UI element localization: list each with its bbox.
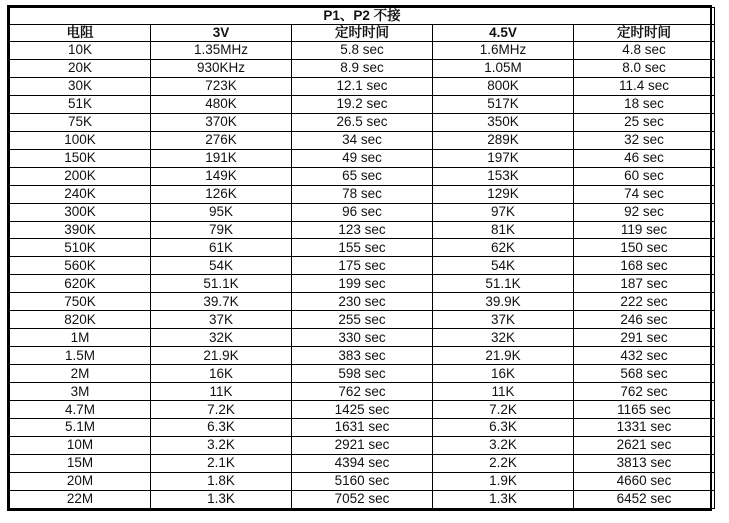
cell-timing-4-5v: 1165 sec	[574, 401, 715, 419]
cell-resistance: 3M	[10, 383, 151, 401]
cell-frequency-3v: 370K	[151, 113, 292, 131]
cell-frequency-4-5v: 7.2K	[433, 401, 574, 419]
cell-resistance: 5.1M	[10, 419, 151, 437]
cell-resistance: 620K	[10, 275, 151, 293]
table-row	[10, 419, 715, 437]
cell-frequency-4-5v: 62K	[433, 239, 574, 257]
cell-frequency-3v: 21.9K	[151, 347, 292, 365]
cell-timing-4-5v: 568 sec	[574, 365, 715, 383]
cell-frequency-4-5v: 6.3K	[433, 419, 574, 437]
cell-resistance: 1M	[10, 329, 151, 347]
cell-resistance: 4.7M	[10, 401, 151, 419]
header-timing-4-5v: 定时时间	[574, 25, 715, 42]
cell-timing-4-5v: 4660 sec	[574, 472, 715, 490]
cell-frequency-3v: 191K	[151, 149, 292, 167]
table-row	[10, 275, 715, 293]
cell-timing-3v: 199 sec	[292, 275, 433, 293]
cell-resistance: 51K	[10, 95, 151, 113]
cell-timing-3v: 49 sec	[292, 149, 433, 167]
cell-frequency-3v: 2.1K	[151, 454, 292, 472]
cell-timing-4-5v: 2621 sec	[574, 436, 715, 454]
table-row	[10, 257, 715, 275]
cell-timing-3v: 175 sec	[292, 257, 433, 275]
cell-frequency-4-5v: 37K	[433, 311, 574, 329]
cell-resistance: 750K	[10, 293, 151, 311]
cell-timing-4-5v: 187 sec	[574, 275, 715, 293]
cell-resistance: 10K	[10, 42, 151, 60]
cell-frequency-4-5v: 517K	[433, 95, 574, 113]
cell-frequency-4-5v: 800K	[433, 77, 574, 95]
table-row	[10, 131, 715, 149]
cell-timing-4-5v: 3813 sec	[574, 454, 715, 472]
table-row	[10, 436, 715, 454]
cell-frequency-4-5v: 97K	[433, 203, 574, 221]
table-row	[10, 167, 715, 185]
cell-resistance: 200K	[10, 167, 151, 185]
cell-frequency-3v: 1.8K	[151, 472, 292, 490]
cell-frequency-3v: 3.2K	[151, 436, 292, 454]
cell-frequency-4-5v: 32K	[433, 329, 574, 347]
table-row	[10, 221, 715, 239]
cell-timing-3v: 1425 sec	[292, 401, 433, 419]
cell-timing-4-5v: 74 sec	[574, 185, 715, 203]
table-row	[10, 239, 715, 257]
cell-resistance: 820K	[10, 311, 151, 329]
cell-timing-4-5v: 8.0 sec	[574, 59, 715, 77]
cell-frequency-3v: 1.35MHz	[151, 42, 292, 60]
cell-resistance: 560K	[10, 257, 151, 275]
table-row	[10, 365, 715, 383]
cell-timing-3v: 34 sec	[292, 131, 433, 149]
cell-resistance: 20M	[10, 472, 151, 490]
cell-timing-4-5v: 92 sec	[574, 203, 715, 221]
cell-timing-3v: 96 sec	[292, 203, 433, 221]
cell-resistance: 390K	[10, 221, 151, 239]
cell-frequency-3v: 723K	[151, 77, 292, 95]
cell-frequency-4-5v: 1.3K	[433, 490, 574, 508]
cell-frequency-4-5v: 16K	[433, 365, 574, 383]
cell-frequency-4-5v: 51.1K	[433, 275, 574, 293]
cell-timing-3v: 12.1 sec	[292, 77, 433, 95]
cell-timing-4-5v: 18 sec	[574, 95, 715, 113]
cell-resistance: 240K	[10, 185, 151, 203]
table-row	[10, 490, 715, 508]
table-row	[10, 42, 715, 60]
cell-frequency-4-5v: 1.9K	[433, 472, 574, 490]
table-header-row	[10, 25, 715, 42]
table-row	[10, 347, 715, 365]
cell-frequency-3v: 95K	[151, 203, 292, 221]
cell-frequency-3v: 79K	[151, 221, 292, 239]
cell-timing-3v: 255 sec	[292, 311, 433, 329]
cell-frequency-4-5v: 54K	[433, 257, 574, 275]
table-row	[10, 59, 715, 77]
cell-timing-3v: 19.2 sec	[292, 95, 433, 113]
timing-table-container	[7, 5, 712, 511]
cell-frequency-4-5v: 289K	[433, 131, 574, 149]
cell-frequency-4-5v: 2.2K	[433, 454, 574, 472]
cell-timing-3v: 123 sec	[292, 221, 433, 239]
cell-resistance: 1.5M	[10, 347, 151, 365]
table-row	[10, 149, 715, 167]
cell-timing-4-5v: 11.4 sec	[574, 77, 715, 95]
cell-timing-4-5v: 291 sec	[574, 329, 715, 347]
cell-timing-3v: 383 sec	[292, 347, 433, 365]
table-title: P1、P2 不接	[10, 8, 715, 25]
cell-timing-3v: 26.5 sec	[292, 113, 433, 131]
cell-timing-4-5v: 25 sec	[574, 113, 715, 131]
cell-frequency-3v: 11K	[151, 383, 292, 401]
cell-frequency-3v: 39.7K	[151, 293, 292, 311]
cell-frequency-4-5v: 39.9K	[433, 293, 574, 311]
cell-resistance: 30K	[10, 77, 151, 95]
cell-frequency-3v: 61K	[151, 239, 292, 257]
cell-resistance: 10M	[10, 436, 151, 454]
cell-frequency-3v: 126K	[151, 185, 292, 203]
cell-timing-4-5v: 222 sec	[574, 293, 715, 311]
cell-timing-3v: 1631 sec	[292, 419, 433, 437]
table-row	[10, 95, 715, 113]
cell-frequency-3v: 480K	[151, 95, 292, 113]
cell-frequency-3v: 149K	[151, 167, 292, 185]
cell-timing-4-5v: 246 sec	[574, 311, 715, 329]
header-resistance: 电阻	[10, 25, 151, 42]
table-row	[10, 113, 715, 131]
cell-resistance: 75K	[10, 113, 151, 131]
cell-timing-3v: 155 sec	[292, 239, 433, 257]
cell-timing-4-5v: 168 sec	[574, 257, 715, 275]
cell-timing-3v: 5160 sec	[292, 472, 433, 490]
header-timing-3v: 定时时间	[292, 25, 433, 42]
table-title-row	[10, 8, 715, 25]
cell-timing-4-5v: 6452 sec	[574, 490, 715, 508]
table-row	[10, 203, 715, 221]
cell-timing-3v: 4394 sec	[292, 454, 433, 472]
cell-frequency-4-5v: 3.2K	[433, 436, 574, 454]
timing-table	[9, 7, 715, 509]
header-3v: 3V	[151, 25, 292, 42]
table-row	[10, 454, 715, 472]
cell-resistance: 2M	[10, 365, 151, 383]
cell-frequency-4-5v: 153K	[433, 167, 574, 185]
cell-resistance: 150K	[10, 149, 151, 167]
cell-timing-4-5v: 60 sec	[574, 167, 715, 185]
cell-frequency-3v: 1.3K	[151, 490, 292, 508]
cell-timing-3v: 2921 sec	[292, 436, 433, 454]
cell-timing-3v: 230 sec	[292, 293, 433, 311]
cell-frequency-4-5v: 197K	[433, 149, 574, 167]
cell-frequency-3v: 930KHz	[151, 59, 292, 77]
table-row	[10, 293, 715, 311]
cell-timing-3v: 65 sec	[292, 167, 433, 185]
cell-frequency-3v: 37K	[151, 311, 292, 329]
cell-timing-4-5v: 46 sec	[574, 149, 715, 167]
cell-frequency-3v: 7.2K	[151, 401, 292, 419]
table-row	[10, 472, 715, 490]
cell-timing-3v: 762 sec	[292, 383, 433, 401]
cell-timing-3v: 8.9 sec	[292, 59, 433, 77]
cell-resistance: 22M	[10, 490, 151, 508]
cell-frequency-3v: 276K	[151, 131, 292, 149]
table-row	[10, 311, 715, 329]
cell-frequency-4-5v: 129K	[433, 185, 574, 203]
cell-frequency-3v: 54K	[151, 257, 292, 275]
cell-timing-3v: 330 sec	[292, 329, 433, 347]
cell-timing-4-5v: 432 sec	[574, 347, 715, 365]
cell-timing-3v: 7052 sec	[292, 490, 433, 508]
cell-timing-3v: 5.8 sec	[292, 42, 433, 60]
cell-resistance: 510K	[10, 239, 151, 257]
cell-frequency-4-5v: 1.05M	[433, 59, 574, 77]
cell-timing-4-5v: 119 sec	[574, 221, 715, 239]
cell-frequency-4-5v: 11K	[433, 383, 574, 401]
cell-timing-4-5v: 32 sec	[574, 131, 715, 149]
cell-resistance: 20K	[10, 59, 151, 77]
cell-timing-4-5v: 762 sec	[574, 383, 715, 401]
cell-frequency-3v: 16K	[151, 365, 292, 383]
cell-timing-3v: 78 sec	[292, 185, 433, 203]
table-row	[10, 401, 715, 419]
cell-resistance: 15M	[10, 454, 151, 472]
cell-frequency-4-5v: 21.9K	[433, 347, 574, 365]
cell-frequency-3v: 6.3K	[151, 419, 292, 437]
table-body	[10, 42, 715, 509]
cell-frequency-3v: 32K	[151, 329, 292, 347]
cell-resistance: 100K	[10, 131, 151, 149]
table-row	[10, 329, 715, 347]
cell-frequency-3v: 51.1K	[151, 275, 292, 293]
header-4-5v: 4.5V	[433, 25, 574, 42]
cell-frequency-4-5v: 81K	[433, 221, 574, 239]
cell-frequency-4-5v: 1.6MHz	[433, 42, 574, 60]
cell-frequency-4-5v: 350K	[433, 113, 574, 131]
table-row	[10, 383, 715, 401]
cell-timing-3v: 598 sec	[292, 365, 433, 383]
cell-timing-4-5v: 150 sec	[574, 239, 715, 257]
table-row	[10, 77, 715, 95]
cell-timing-4-5v: 4.8 sec	[574, 42, 715, 60]
cell-timing-4-5v: 1331 sec	[574, 419, 715, 437]
table-row	[10, 185, 715, 203]
cell-resistance: 300K	[10, 203, 151, 221]
